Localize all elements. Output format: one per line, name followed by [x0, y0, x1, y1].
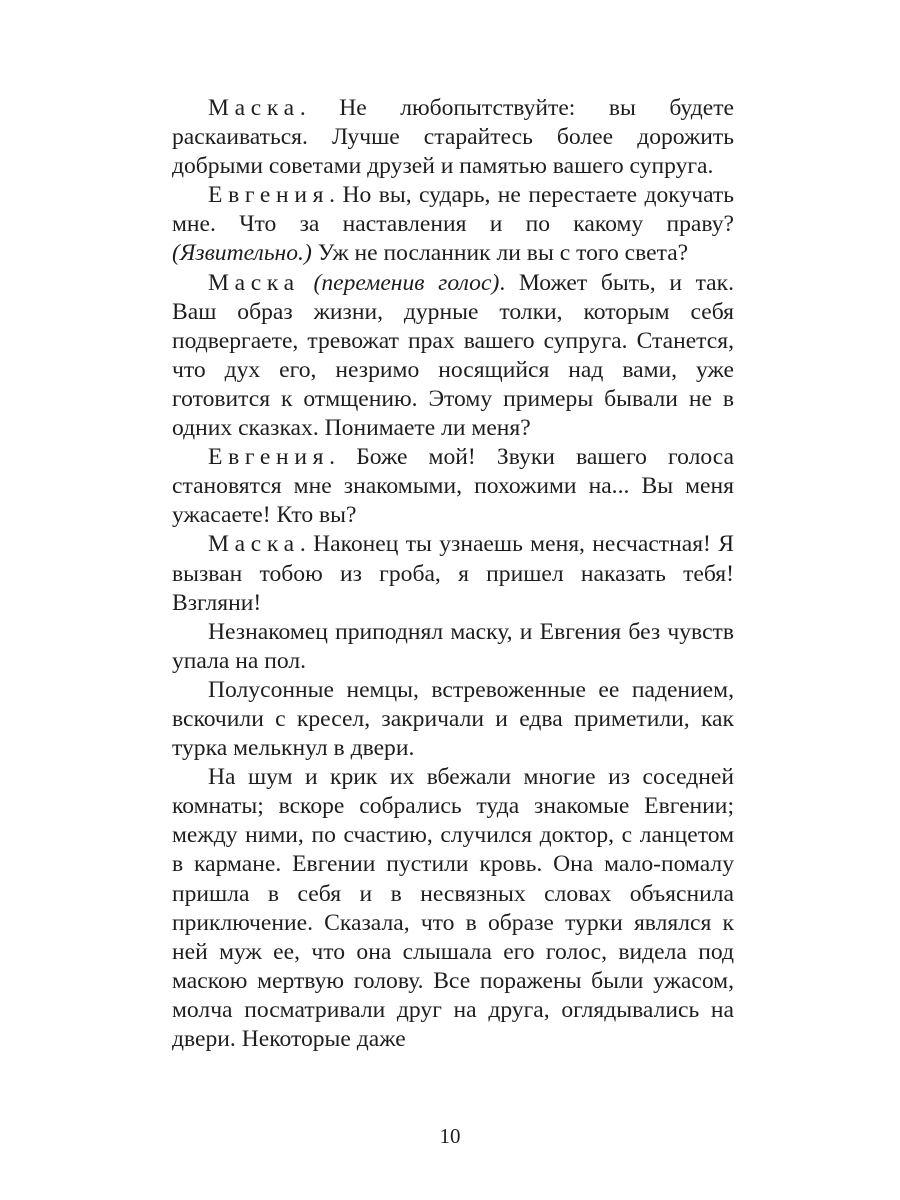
page-text	[172, 94, 734, 1054]
paragraph	[172, 676, 734, 763]
paragraph	[172, 269, 734, 444]
paragraph	[172, 530, 734, 617]
speaker-name: Маска	[208, 269, 300, 296]
paragraph-text: . Может быть, и так. Ваш образ жизни, дурные толки, которым себя подвергаете, тревожат прах вашего супруга. Станется, что дух его, незримо носящийся над вами, уже готовится к отмщению. Этому примеры бывали не в одних сказках. Понимаете ли меня?	[172, 269, 735, 442]
speaker-name: Евгения	[208, 182, 330, 209]
paragraph	[172, 181, 734, 268]
paragraph-text: Уж не посланник ли вы с того света?	[311, 240, 689, 267]
page-number: 10	[439, 1124, 461, 1148]
paragraph-text: . Но вы, сударь, не перестаете докучать мне. Что за наставления и по какому праву?	[172, 182, 734, 238]
speaker-name: Маска	[208, 95, 300, 121]
paragraph-text: . Наконец ты узнаешь меня, несчастная! Я вызван тобою из гроба, я пришел наказать тебя! Взгляни!	[172, 531, 734, 616]
speaker-name: Маска	[208, 531, 300, 558]
paragraph-text: . Не любопытствуйте: вы будете раскаиваться. Лучше старайтесь более дорожить добрыми советами друзей и памятью вашего супруга.	[172, 95, 734, 180]
paragraph	[172, 618, 734, 676]
paragraph	[172, 443, 734, 530]
stage-direction: (переменив голос)	[313, 269, 500, 296]
paragraph-text: Незнакомец приподнял маску, и Евгения без чувств упала на пол.	[172, 618, 734, 674]
speaker-name: Евгения	[208, 444, 330, 471]
paragraph-text: Полусонные немцы, встревоженные ее падением, вскочили с кресел, закричали и едва приметили, как турка мелькнул в двери.	[172, 676, 734, 762]
paragraph	[172, 94, 734, 181]
stage-direction: (Язвительно.)	[172, 240, 312, 267]
paragraph-text: На шум и крик их вбежали многие из соседней комнаты; вскоре собрались туда знакомые Евгении; между ними, по счастию, случился доктор, с ланцетом в кармане. Евгении пустили кровь. Она мало-помалу пришла в себя и в несвязных словах объяснила приключение. Сказала, что в образе турки являлся к ней муж ее, что она слышала его голос, видела под маскою мертвую голову. Все поражены были ужасом, молча посматривали друг на друга, оглядывались на двери. Некоторые даже	[172, 764, 734, 1052]
paragraph-text: . Боже мой! Звуки вашего голоса становятся мне знакомыми, похожими на... Вы меня ужасаете! Кто вы?	[172, 444, 734, 529]
paragraph	[172, 763, 734, 1054]
